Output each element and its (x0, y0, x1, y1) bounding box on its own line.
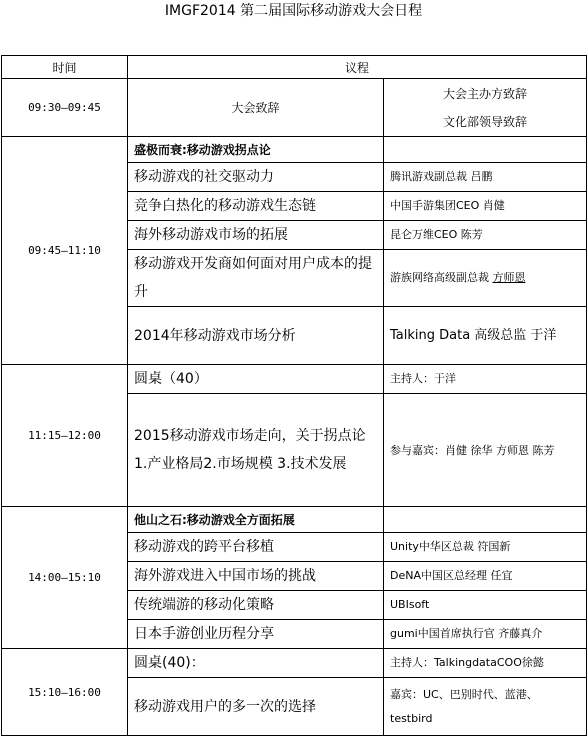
time-cell: 14:00—15:10 (2, 507, 128, 649)
section-heading: 他山之石:移动游戏全方面拓展 (128, 507, 384, 533)
speaker-cell: 主持人：TalkingdataCOO徐懿 (384, 649, 587, 678)
speaker-cell: 中国手游集团CEO 肖健 (384, 192, 587, 221)
topic-cell: 移动游戏开发商如何面对用户成本的提升 (128, 250, 384, 307)
speaker-cell: gumi中国首席执行官 齐藤真介 (384, 620, 587, 649)
speaker-name: 游族网络高级副总裁 (390, 271, 489, 284)
speaker-cell (384, 250, 587, 307)
page-title: IMGF2014 第二届国际移动游戏大会日程 (164, 3, 423, 19)
time-cell: 09:45—11:10 (2, 137, 128, 365)
table-row (2, 79, 587, 137)
speaker-cell: Talking Data 高级总监 于洋 (384, 307, 587, 365)
table-row (2, 365, 587, 394)
speaker-name-underlined: 方师恩 (492, 271, 526, 284)
table-row (2, 137, 587, 163)
time-cell: 15:10—16:00 (2, 649, 128, 736)
speaker-cell: 昆仑万维CEO 陈芳 (384, 221, 587, 250)
speaker-cell: UBIsoft (384, 591, 587, 620)
topic-cell: 移动游戏的跨平台移植 (128, 533, 384, 562)
topic-cell: 竞争白热化的移动游戏生态链 (128, 192, 384, 221)
header-time: 时间 (2, 56, 128, 79)
empty-cell (384, 507, 587, 533)
speaker-cell: 主持人：于洋 (384, 365, 587, 394)
speaker-cell (384, 79, 587, 137)
topic-line: 1.产业格局2.市场规模 3.技术发展 (134, 456, 347, 472)
header-agenda: 议程 (128, 56, 587, 79)
speaker-cell: 腾讯游戏副总裁 吕鹏 (384, 163, 587, 192)
topic-cell: 海外游戏进入中国市场的挑战 (128, 562, 384, 591)
speaker-cell: Unity中华区总裁 符国新 (384, 533, 587, 562)
time-cell: 09:30—09:45 (2, 79, 128, 137)
speaker-cell: 嘉宾：UC、巴别时代、蓝港、testbird (384, 678, 587, 736)
topic-cell: 圆桌(40)： (128, 649, 384, 678)
topic-cell: 传统端游的移动化策略 (128, 591, 384, 620)
table-header-row (2, 56, 587, 79)
speaker-cell: 参与嘉宾：肖健 徐华 方师恩 陈芳 (384, 394, 587, 507)
time-cell: 11:15—12:00 (2, 365, 128, 507)
topic-cell: 2014年移动游戏市场分析 (128, 307, 384, 365)
topic-cell: 移动游戏的社交驱动力 (128, 163, 384, 192)
topic-cell: 移动游戏用户的多一次的选择 (128, 678, 384, 736)
topic-cell: 日本手游创业历程分享 (128, 620, 384, 649)
schedule-table (1, 55, 587, 736)
speaker-line: 文化部领导致辞 (443, 114, 528, 129)
speaker-cell: DeNA中国区总经理 任宜 (384, 562, 587, 591)
topic-cell: 圆桌（40） (128, 365, 384, 394)
topic-line: 2015移动游戏市场走向，关于拐点论 (134, 428, 366, 444)
section-heading: 盛极而衰:移动游戏拐点论 (128, 137, 384, 163)
topic-cell: 大会致辞 (128, 79, 384, 137)
topic-cell: 海外移动游戏市场的拓展 (128, 221, 384, 250)
speaker-line: 大会主办方致辞 (443, 86, 528, 101)
topic-cell (128, 394, 384, 507)
empty-cell (384, 137, 587, 163)
table-row (2, 507, 587, 533)
table-row (2, 649, 587, 678)
